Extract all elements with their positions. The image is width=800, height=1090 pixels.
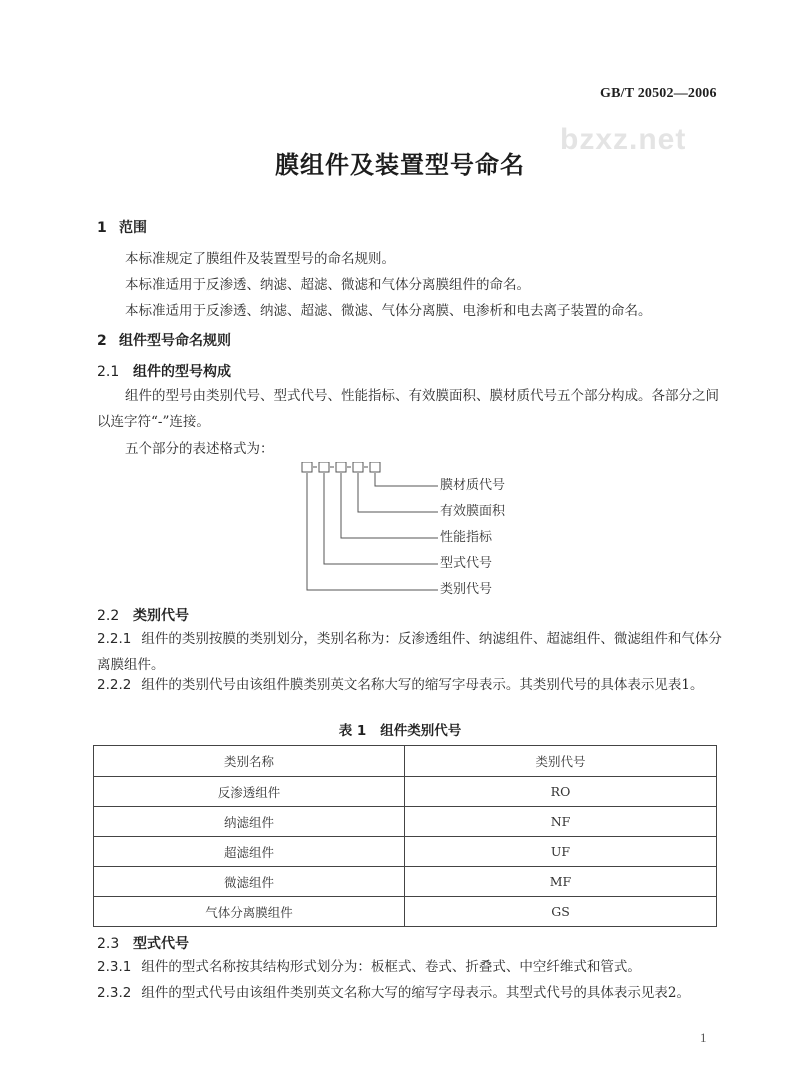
section-2-1-heading <box>97 362 231 382</box>
label-type-code: 型式代号 <box>440 556 493 571</box>
clause-2-3-1 <box>97 954 737 980</box>
category-code-cell: RO <box>405 777 717 807</box>
table-row <box>94 867 717 897</box>
format-diagram-lines <box>290 462 440 612</box>
label-material-code: 膜材质代号 <box>440 478 506 493</box>
section-2-1-paragraph-2: 五个部分的表述格式为： <box>125 441 274 457</box>
section-title: 范围 <box>119 220 147 236</box>
table-header-row <box>94 746 717 777</box>
category-code-table <box>93 745 717 927</box>
placeholder-box-category <box>302 462 312 472</box>
placeholder-box-performance <box>336 462 346 472</box>
clause-number: 2.2.2 <box>97 677 132 693</box>
leader-line-category <box>307 473 438 590</box>
clause-number: 2.2.1 <box>97 631 132 647</box>
standard-code: GB/T 20502—2006 <box>600 86 717 101</box>
placeholder-box-type <box>319 462 329 472</box>
category-name-cell: 超滤组件 <box>94 837 405 867</box>
section-number: 2 <box>97 333 107 349</box>
category-name-cell: 气体分离膜组件 <box>94 897 405 927</box>
page-number: 1 <box>700 1030 707 1045</box>
column-header-name: 类别名称 <box>94 746 405 777</box>
label-performance: 性能指标 <box>440 530 493 545</box>
clause-number: 2.3.2 <box>97 985 132 1001</box>
watermark: bzxz.net <box>560 123 687 156</box>
section-2-heading <box>97 331 231 351</box>
category-name-cell: 纳滤组件 <box>94 807 405 837</box>
category-code-cell: MF <box>405 867 717 897</box>
table-number: 表 1 <box>338 723 367 739</box>
category-code-cell: UF <box>405 837 717 867</box>
clause-text: 组件的类别按膜的类别划分，类别名称为：反渗透组件、纳滤组件、超滤组件、微滤组件和气体分离膜组件。 <box>97 631 722 673</box>
section-number: 1 <box>97 220 107 236</box>
label-category-code: 类别代号 <box>440 582 493 597</box>
category-code-cell: NF <box>405 807 717 837</box>
table-1-caption <box>0 722 800 740</box>
paragraph: 本标准适用于反渗透、纳滤、超滤、微滤、气体分离膜、电渗析和电去离子装置的命名。 <box>125 303 652 319</box>
clause-number: 2.3.1 <box>97 959 132 975</box>
clause-2-2-1 <box>97 626 722 678</box>
placeholder-box-material <box>370 462 380 472</box>
section-2-1-paragraph-1: 组件的型号由类别代号、型式代号、性能指标、有效膜面积、膜材质代号五个部分构成。各部分之间以连字符“-”连接。 <box>97 388 719 430</box>
table-row <box>94 837 717 867</box>
clause-text: 组件的型式名称按其结构形式划分为：板框式、卷式、折叠式、中空纤维式和管式。 <box>141 959 641 975</box>
document-title: 膜组件及装置型号命名 <box>275 151 525 179</box>
table-row <box>94 777 717 807</box>
section-2-3-heading <box>97 934 189 954</box>
section-1-heading <box>97 218 147 238</box>
section-title: 类别代号 <box>133 608 189 624</box>
table-row <box>94 807 717 837</box>
category-name-cell: 反渗透组件 <box>94 777 405 807</box>
section-title: 组件型号命名规则 <box>119 333 231 349</box>
leader-line-material <box>375 473 438 486</box>
table-row <box>94 897 717 927</box>
table-title: 组件类别代号 <box>380 723 462 739</box>
clause-text: 组件的类别代号由该组件膜类别英文名称大写的缩写字母表示。其类别代号的具体表示见表1。 <box>141 677 704 693</box>
clause-2-3-2 <box>97 980 757 1006</box>
label-effective-area: 有效膜面积 <box>440 504 506 519</box>
category-code-cell: GS <box>405 897 717 927</box>
section-number: 2.3 <box>97 936 120 952</box>
paragraph: 本标准规定了膜组件及装置型号的命名规则。 <box>125 251 395 267</box>
column-header-code: 类别代号 <box>405 746 717 777</box>
clause-2-2-2 <box>97 672 722 698</box>
section-title: 型式代号 <box>133 936 189 952</box>
paragraph: 本标准适用于反渗透、纳滤、超滤、微滤和气体分离膜组件的命名。 <box>125 277 530 293</box>
section-1-body <box>125 246 735 324</box>
leader-line-performance <box>341 473 438 538</box>
section-2-2-heading <box>97 606 189 626</box>
category-name-cell: 微滤组件 <box>94 867 405 897</box>
clause-text: 组件的型式代号由该组件类别英文名称大写的缩写字母表示。其型式代号的具体表示见表2。 <box>141 985 690 1001</box>
section-number: 2.1 <box>97 364 120 380</box>
placeholder-box-area <box>353 462 363 472</box>
section-title: 组件的型号构成 <box>133 364 231 380</box>
section-number: 2.2 <box>97 608 120 624</box>
leader-line-area <box>358 473 438 512</box>
format-diagram <box>290 462 550 612</box>
